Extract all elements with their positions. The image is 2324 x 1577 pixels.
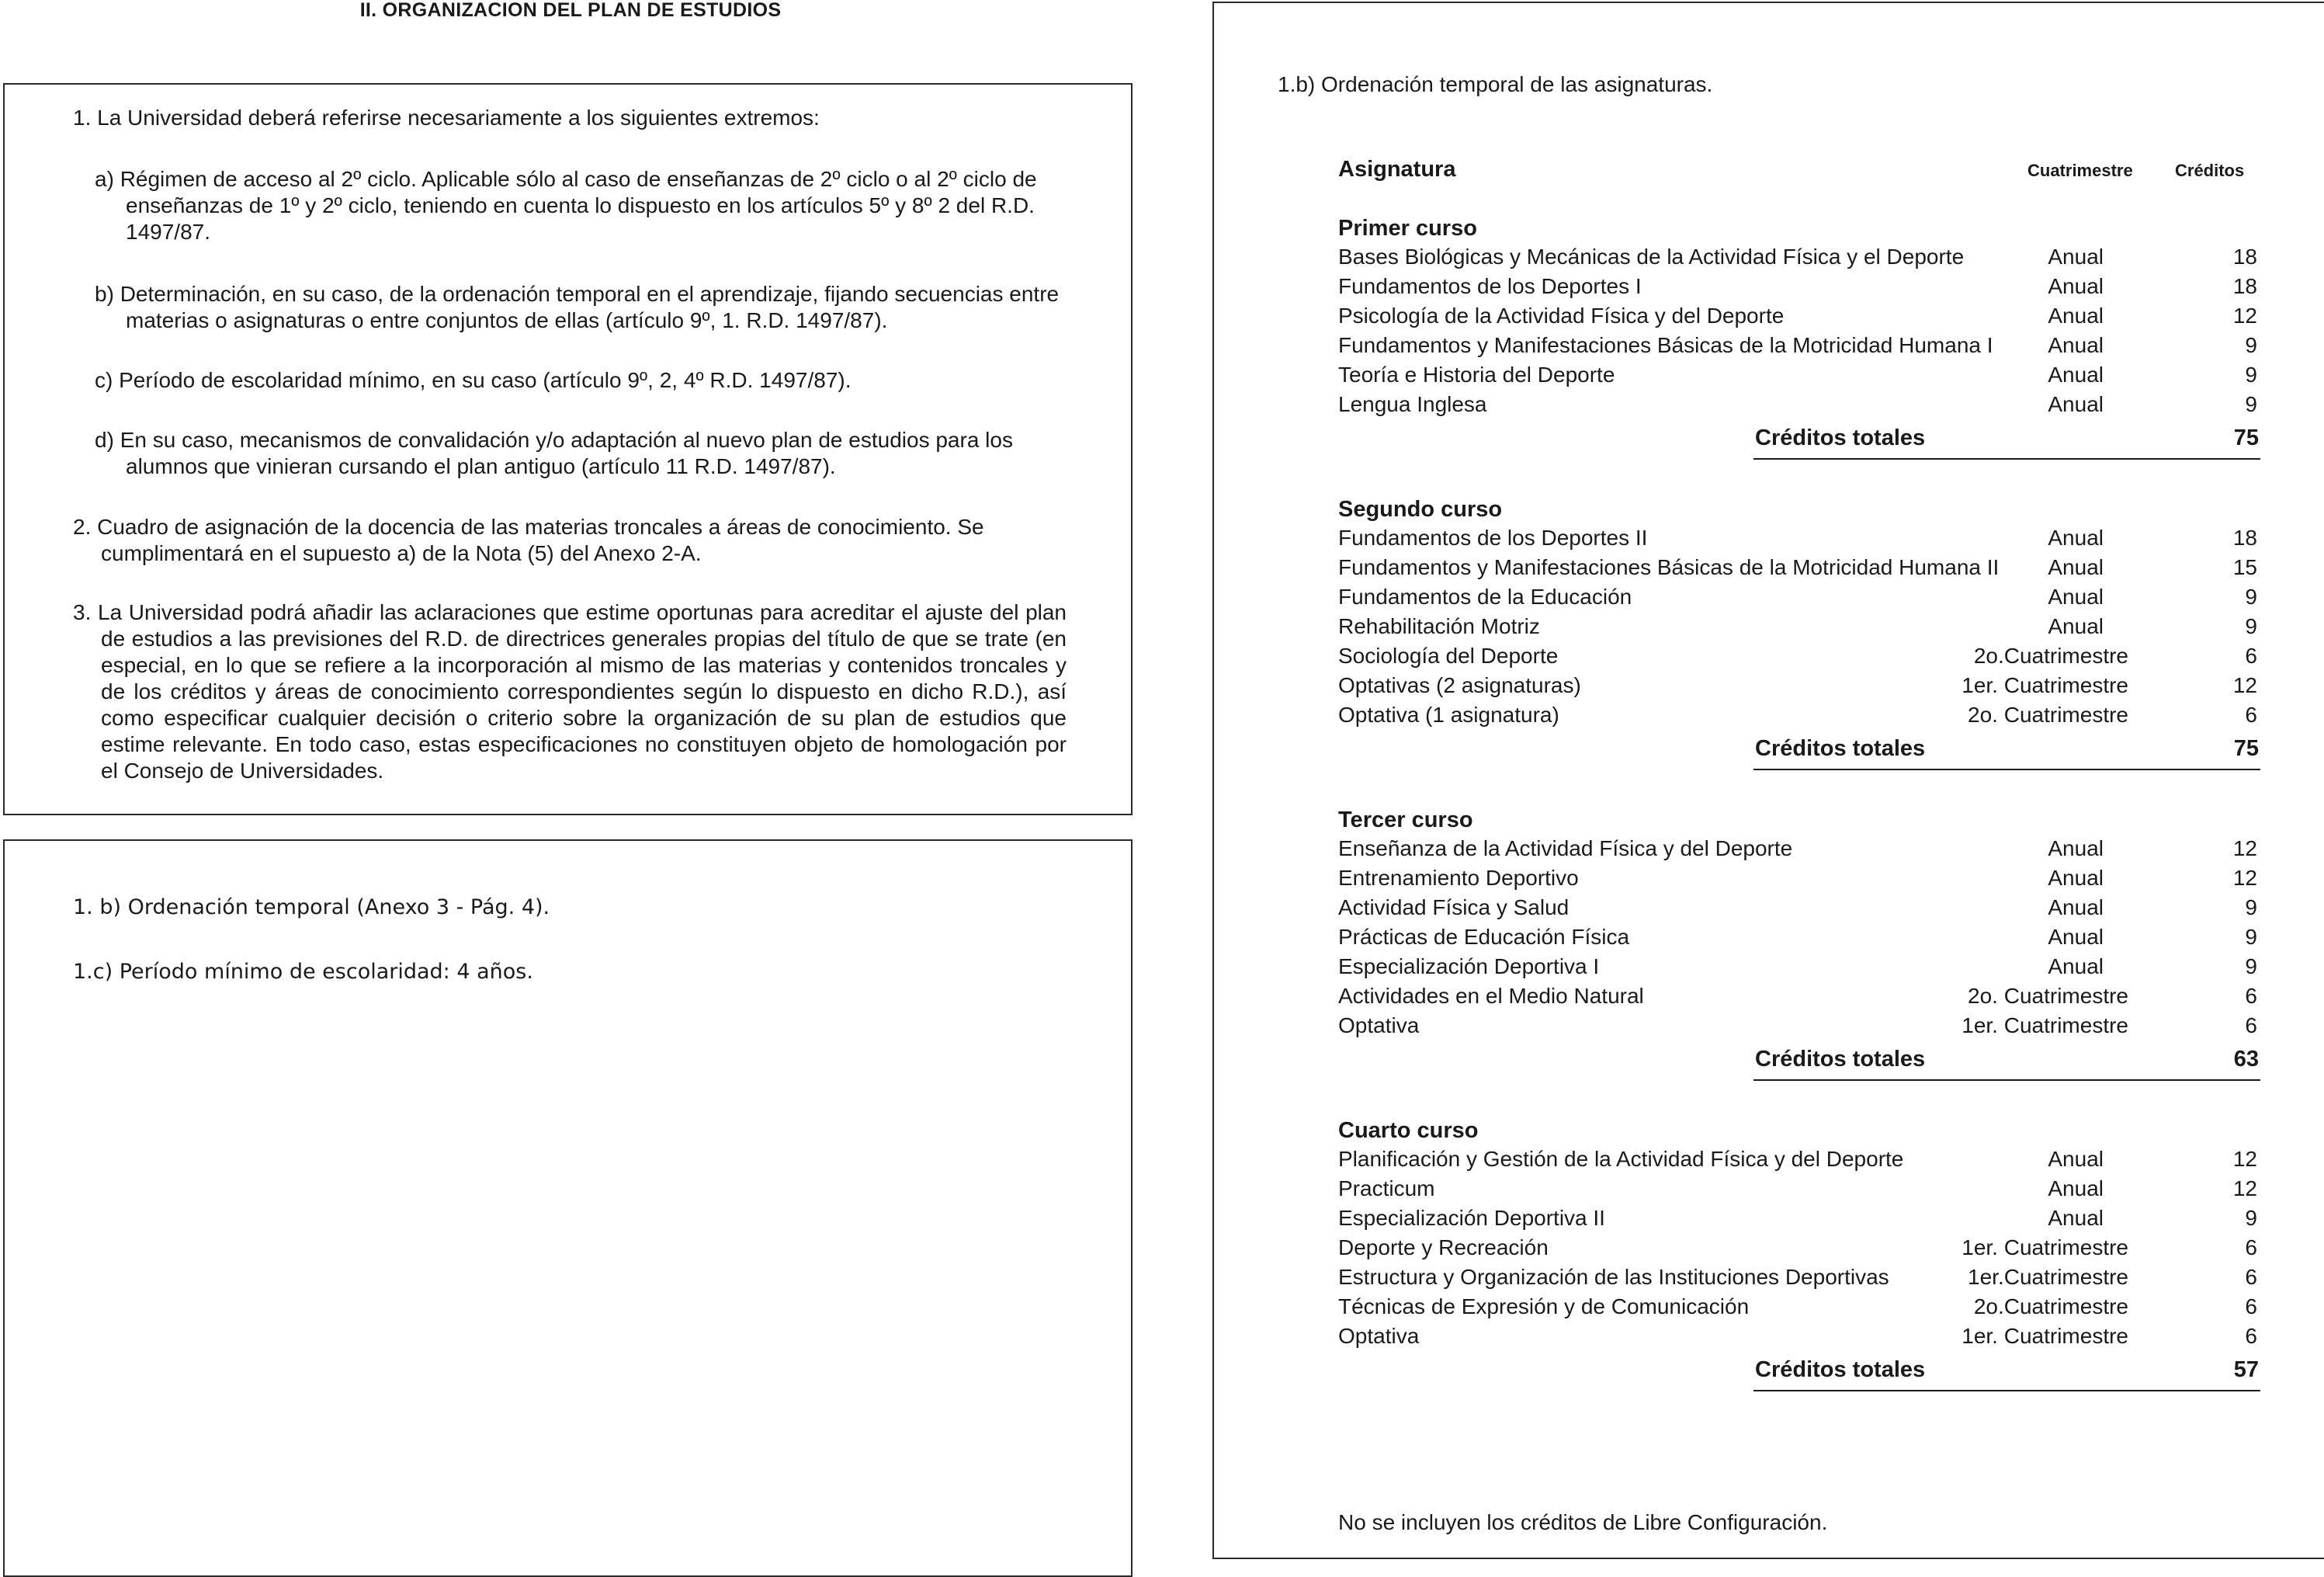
subject-name: Psicología de la Actividad Física y del Deporte xyxy=(1338,304,1785,328)
subject-credits: 12 xyxy=(2232,1176,2257,1200)
subject-semester: Anual xyxy=(2048,245,2104,269)
subject-credits: 12 xyxy=(2232,1147,2257,1171)
table-row xyxy=(1338,671,2270,700)
table-row xyxy=(1338,1174,2270,1204)
table-row xyxy=(1338,922,2270,952)
subject-name: Rehabilitación Motriz xyxy=(1338,614,1540,638)
subject-name: Lengua Inglesa xyxy=(1338,392,1487,416)
requirement-label: b) xyxy=(95,282,114,306)
subject-semester: Anual xyxy=(2048,1176,2104,1200)
course-total xyxy=(1338,1351,2270,1395)
table-row xyxy=(1338,582,2270,612)
subject-semester: Anual xyxy=(2048,954,2104,978)
table-row xyxy=(1338,834,2270,863)
table-row xyxy=(1338,1011,2270,1040)
subject-semester: Anual xyxy=(2048,274,2104,298)
requirement-number: 3. xyxy=(73,600,92,624)
subject-credits: 6 xyxy=(2245,1013,2257,1037)
subject-credits: 9 xyxy=(2245,954,2257,978)
requirement-text: Determinación, en su caso, de la ordenación temporal en el aprendizaje, fijando secuencias entre materias o asignaturas o entre conjuntos de ellas (artículo 9º, 1. R.D. 1497/87). xyxy=(120,282,1060,332)
total-label: Créditos totales xyxy=(1755,1357,1926,1382)
table-row xyxy=(1338,301,2270,331)
requirement-text: La Universidad podrá añadir las aclaraciones que estime oportunas para acreditar el ajuste del plan de estudios a las previsiones del R.D. de directrices generales propias del título de que se trate (en especial, en lo que se refiere a la incorporación al mismo de las materias y contenidos troncales y de los créditos y áreas de conocimiento correspondientes según lo dispuesto en dicho R.D.), así como especificar cualquier decisión o criterio sobre la organización de su plan de estudios que estime relevante. En todo caso, estas especificaciones no constituyen objeto de homologación por el Consejo de Universidades. xyxy=(98,600,1067,783)
subject-semester: Anual xyxy=(2048,836,2104,860)
subject-credits: 6 xyxy=(2245,1265,2257,1289)
table-row xyxy=(1338,1322,2270,1351)
subject-credits: 18 xyxy=(2232,245,2257,269)
subject-credits: 12 xyxy=(2232,304,2257,328)
page-title: II. ORGANIZACION DEL PLAN DE ESTUDIOS xyxy=(359,0,782,21)
subject-name: Teoría e Historia del Deporte xyxy=(1338,363,1615,387)
subject-credits: 12 xyxy=(2232,866,2257,890)
subject-credits: 9 xyxy=(2245,585,2257,609)
subject-semester: Anual xyxy=(2048,526,2104,550)
requirement-item-d xyxy=(95,427,1067,480)
table-row xyxy=(1338,641,2270,671)
requirement-item-2 xyxy=(73,514,1067,567)
table-row xyxy=(1338,1145,2270,1174)
subject-name: Practicum xyxy=(1338,1176,1435,1200)
total-value: 75 xyxy=(2233,736,2259,761)
subject-semester: 2o.Cuatrimestre xyxy=(1973,644,2128,668)
requirement-text: En su caso, mecanismos de convalidación y/o adaptación al nuevo plan de estudios para los alumnos que vinieran cursando el plan antiguo (artículo 11 R.D. 1497/87). xyxy=(120,428,1013,478)
schedule-heading: 1.b) Ordenación temporal de las asignaturas. xyxy=(1278,72,1713,96)
table-row xyxy=(1338,1292,2270,1322)
subject-name: Enseñanza de la Actividad Física y del Deporte xyxy=(1338,836,1793,860)
subject-credits: 12 xyxy=(2232,673,2257,697)
total-label: Créditos totales xyxy=(1755,426,1926,450)
subject-credits: 9 xyxy=(2245,895,2257,919)
total-label: Créditos totales xyxy=(1755,736,1926,761)
course-title: Segundo curso xyxy=(1338,497,1503,522)
subject-credits: 9 xyxy=(2245,925,2257,949)
table-row xyxy=(1338,390,2270,419)
subject-semester: Anual xyxy=(2048,555,2104,579)
table-row xyxy=(1338,893,2270,922)
subject-semester: Anual xyxy=(2048,363,2104,387)
subject-name: Actividad Física y Salud xyxy=(1338,895,1570,919)
subject-name: Optativa (1 asignatura) xyxy=(1338,703,1559,727)
subject-credits: 6 xyxy=(2245,984,2257,1008)
requirement-text: Período de escolaridad mínimo, en su caso (artículo 9º, 2, 4º R.D. 1497/87). xyxy=(119,368,852,392)
subject-name: Técnicas de Expresión y de Comunicación xyxy=(1338,1294,1750,1318)
table-row xyxy=(1338,331,2270,360)
subject-semester: Anual xyxy=(2048,333,2104,357)
column-header-creditos: Créditos xyxy=(2175,161,2245,180)
subject-credits: 18 xyxy=(2232,526,2257,550)
table-row xyxy=(1338,523,2270,553)
course-section-tercer xyxy=(1338,806,2270,1084)
table-row xyxy=(1338,1233,2270,1263)
total-value: 63 xyxy=(2233,1047,2259,1072)
course-total xyxy=(1338,419,2270,463)
table-row xyxy=(1338,700,2270,730)
subject-credits: 12 xyxy=(2232,836,2257,860)
subject-name: Optativa xyxy=(1338,1324,1420,1348)
subject-semester: 1er. Cuatrimestre xyxy=(1962,673,2128,697)
course-section-primer xyxy=(1338,214,2270,463)
subject-semester: 2o. Cuatrimestre xyxy=(1968,984,2128,1008)
total-rule xyxy=(1753,769,2260,770)
subject-name: Actividades en el Medio Natural xyxy=(1338,984,1644,1008)
subject-credits: 9 xyxy=(2245,614,2257,638)
subject-semester: Anual xyxy=(2048,392,2104,416)
schedule-footnote: No se incluyen los créditos de Libre Configuración. xyxy=(1338,1510,1828,1534)
requirement-item-c xyxy=(95,367,1067,394)
total-rule xyxy=(1753,1079,2260,1081)
requirement-label: c) xyxy=(95,368,113,392)
subject-name: Sociología del Deporte xyxy=(1338,644,1559,668)
course-section-cuarto xyxy=(1338,1117,2270,1395)
subject-credits: 18 xyxy=(2232,274,2257,298)
subject-name: Optativas (2 asignaturas) xyxy=(1338,673,1581,697)
table-row xyxy=(1338,863,2270,893)
subject-name: Estructura y Organización de las Instituciones Deportivas xyxy=(1338,1265,1889,1289)
subject-credits: 6 xyxy=(2245,1324,2257,1348)
table-row xyxy=(1338,1204,2270,1233)
subject-semester: Anual xyxy=(2048,304,2104,328)
subject-name: Planificación y Gestión de la Actividad Física y del Deporte xyxy=(1338,1147,1904,1171)
requirement-text: Régimen de acceso al 2º ciclo. Aplicable sólo al caso de enseñanzas de 2º ciclo o al 2º ciclo de enseñanzas de 1º y 2º ciclo, teniendo en cuenta lo dispuesto en los artículos 5º y 8º 2 del R.D. 1497/87. xyxy=(120,167,1037,244)
subject-semester: Anual xyxy=(2048,866,2104,890)
course-title: Primer curso xyxy=(1338,216,1477,241)
subject-name: Especialización Deportiva I xyxy=(1338,954,1600,978)
subject-name: Bases Biológicas y Mecánicas de la Actividad Física y el Deporte xyxy=(1338,245,1965,269)
subject-name: Especialización Deportiva II xyxy=(1338,1206,1605,1230)
total-value: 57 xyxy=(2233,1357,2259,1382)
subject-name: Deporte y Recreación xyxy=(1338,1235,1549,1259)
table-row xyxy=(1338,612,2270,641)
schedule-box xyxy=(1212,2,2324,1559)
table-row xyxy=(1338,272,2270,301)
course-total xyxy=(1338,1040,2270,1084)
subject-name: Fundamentos de los Deportes II xyxy=(1338,526,1648,550)
table-row xyxy=(1338,1263,2270,1292)
course-total xyxy=(1338,730,2270,773)
subject-credits: 9 xyxy=(2245,333,2257,357)
requirement-number: 2. xyxy=(73,515,92,539)
subject-name: Prácticas de Educación Física xyxy=(1338,925,1630,949)
column-header-cuatrimestre: Cuatrimestre xyxy=(2027,161,2133,180)
requirement-item-3 xyxy=(73,599,1067,784)
subject-semester: 1er. Cuatrimestre xyxy=(1962,1013,2128,1037)
subject-semester: 2o.Cuatrimestre xyxy=(1973,1294,2128,1318)
table-row xyxy=(1338,981,2270,1011)
total-rule xyxy=(1753,1390,2260,1391)
subject-semester: Anual xyxy=(2048,1147,2104,1171)
subject-semester: 1er. Cuatrimestre xyxy=(1962,1324,2128,1348)
subject-credits: 6 xyxy=(2245,1235,2257,1259)
table-row xyxy=(1338,360,2270,390)
subject-credits: 6 xyxy=(2245,644,2257,668)
requirement-label: d) xyxy=(95,428,114,452)
subject-credits: 6 xyxy=(2245,1294,2257,1318)
requirements-intro: 1. La Universidad deberá referirse necesariamente a los siguientes extremos: xyxy=(73,106,820,130)
table-row xyxy=(1338,553,2270,582)
subject-credits: 6 xyxy=(2245,703,2257,727)
requirement-label: a) xyxy=(95,167,114,191)
course-title: Tercer curso xyxy=(1338,808,1473,832)
requirement-item-a xyxy=(95,166,1067,245)
requirement-item-b xyxy=(95,281,1067,334)
table-row xyxy=(1338,952,2270,981)
course-section-segundo xyxy=(1338,495,2270,773)
subject-name: Fundamentos y Manifestaciones Básicas de la Motricidad Humana II xyxy=(1338,555,2000,579)
subject-semester: Anual xyxy=(2048,1206,2104,1230)
answers-box xyxy=(3,839,1133,1577)
total-rule xyxy=(1753,458,2260,460)
subject-name: Fundamentos de la Educación xyxy=(1338,585,1632,609)
subject-semester: Anual xyxy=(2048,925,2104,949)
table-row xyxy=(1338,242,2270,272)
answer-line-ordenacion: 1. b) Ordenación temporal (Anexo 3 - Pág. 4). xyxy=(73,895,550,919)
subject-name: Fundamentos de los Deportes I xyxy=(1338,274,1642,298)
subject-semester: Anual xyxy=(2048,585,2104,609)
subject-semester: 1er.Cuatrimestre xyxy=(1968,1265,2128,1289)
subject-name: Entrenamiento Deportivo xyxy=(1338,866,1579,890)
subject-name: Optativa xyxy=(1338,1013,1420,1037)
total-value: 75 xyxy=(2233,426,2259,450)
requirements-box xyxy=(3,83,1133,815)
subject-credits: 9 xyxy=(2245,363,2257,387)
subject-credits: 9 xyxy=(2245,1206,2257,1230)
subject-semester: 1er. Cuatrimestre xyxy=(1962,1235,2128,1259)
subject-semester: Anual xyxy=(2048,895,2104,919)
subject-credits: 9 xyxy=(2245,392,2257,416)
answer-line-periodo: 1.c) Período mínimo de escolaridad: 4 años. xyxy=(73,960,533,984)
subject-semester: 2o. Cuatrimestre xyxy=(1968,703,2128,727)
subject-credits: 15 xyxy=(2232,555,2257,579)
total-label: Créditos totales xyxy=(1755,1047,1926,1072)
course-title: Cuarto curso xyxy=(1338,1118,1479,1143)
column-header-asignatura: Asignatura xyxy=(1338,157,1456,182)
subject-name: Fundamentos y Manifestaciones Básicas de la Motricidad Humana I xyxy=(1338,333,1993,357)
subject-semester: Anual xyxy=(2048,614,2104,638)
requirement-text: Cuadro de asignación de la docencia de las materias troncales a áreas de conocimiento. Se cumplimentará en el supuesto a) de la Nota (5) del Anexo 2-A. xyxy=(97,515,984,565)
